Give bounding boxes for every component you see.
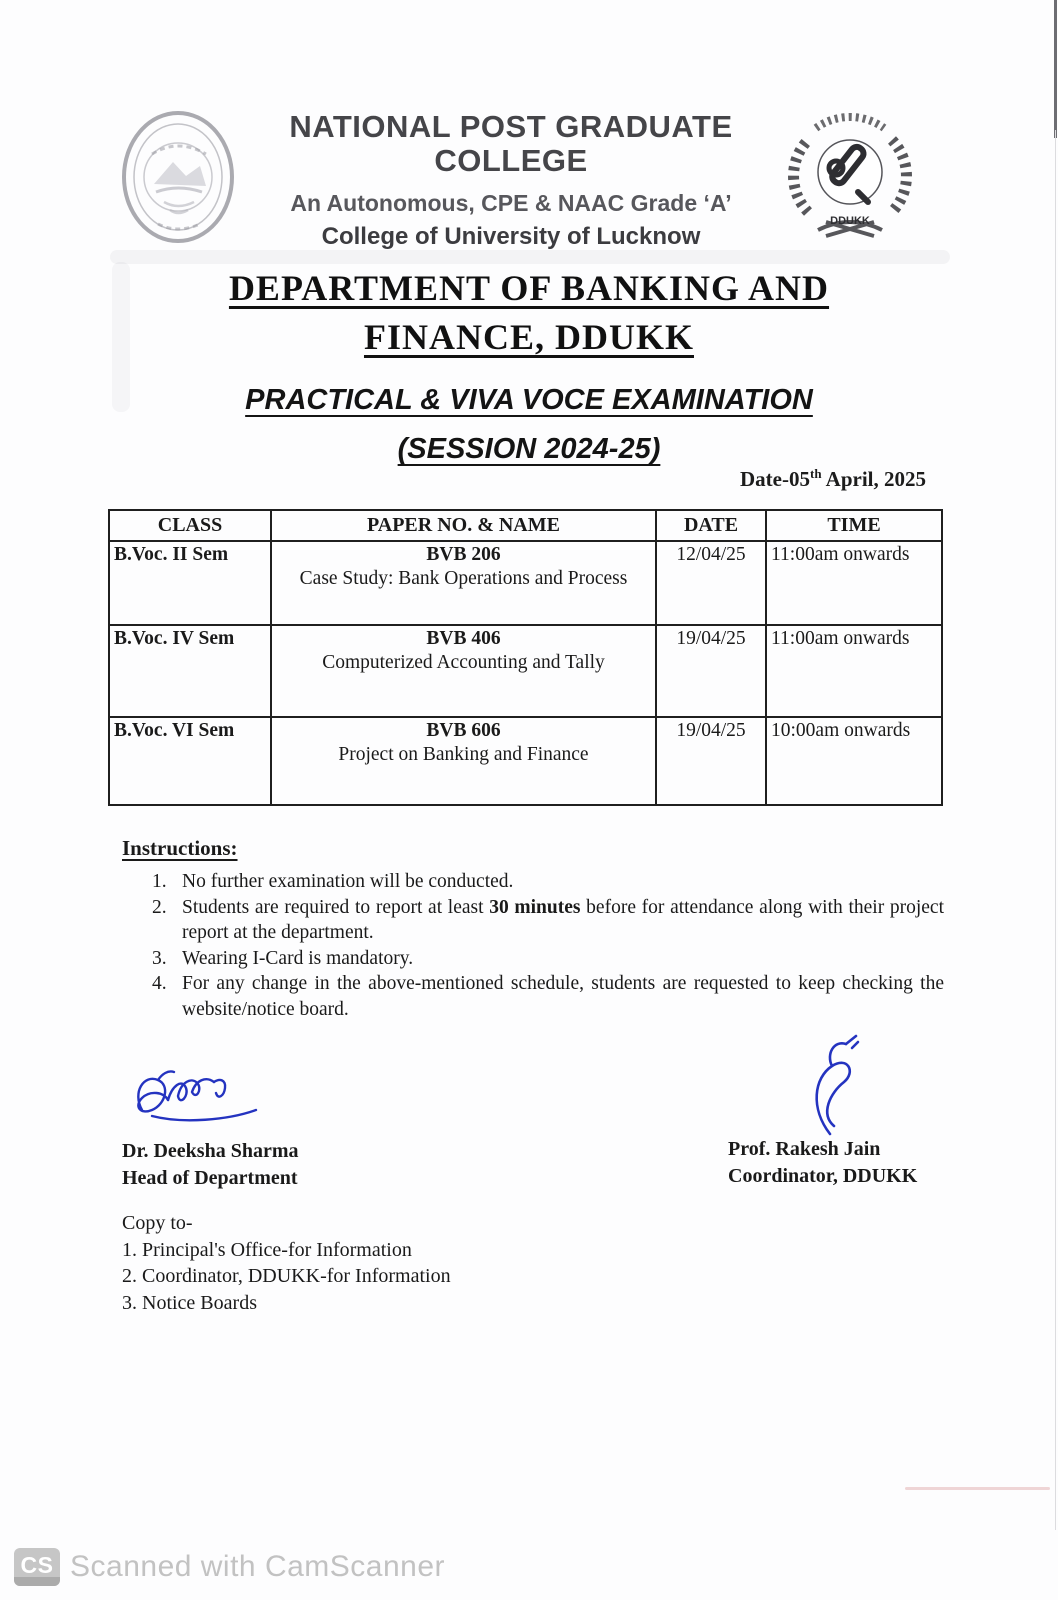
instruction-item bbox=[152, 895, 944, 946]
instruction-item bbox=[152, 946, 944, 972]
copy-to-item: 3. Notice Boards bbox=[122, 1291, 257, 1314]
time-cell: 11:00am onwards bbox=[766, 625, 942, 717]
instruction-text: Wearing I-Card is mandatory. bbox=[182, 947, 414, 969]
college-seal-icon bbox=[118, 106, 240, 248]
instruction-text-bold: 30 minutes bbox=[489, 896, 581, 918]
exam-title-line2: (SESSION 2024-25) bbox=[397, 432, 661, 465]
college-name: NATIONAL POST GRADUATE COLLEGE bbox=[289, 109, 733, 179]
signatory-name: Dr. Deeksha Sharma bbox=[122, 1140, 299, 1162]
instruction-text bbox=[182, 895, 944, 946]
camscanner-badge-icon bbox=[14, 1548, 60, 1586]
copy-to-item: 1. Principal's Office-for Information bbox=[122, 1238, 412, 1261]
paper-cell bbox=[271, 541, 656, 625]
instruction-text: No further examination will be conducted. bbox=[182, 871, 514, 892]
table-header-row bbox=[109, 510, 942, 541]
department-title-line1: DEPARTMENT OF BANKING AND bbox=[228, 268, 830, 308]
camscanner-badge-tab bbox=[14, 1577, 60, 1586]
time-cell: 10:00am onwards bbox=[766, 717, 942, 805]
coordinator-signature-ink bbox=[800, 1034, 880, 1138]
signatory-title: Coordinator, DDUKK bbox=[728, 1165, 918, 1187]
instruction-item bbox=[152, 869, 944, 895]
table-row bbox=[109, 541, 942, 625]
paper-name: Computerized Accounting and Tally bbox=[322, 652, 605, 673]
paper-number: BVB 406 bbox=[426, 628, 501, 649]
instruction-text: For any change in the above-mentioned schedule, students are requested to keep checking the website/notice board. bbox=[182, 973, 944, 1020]
column-header-class: CLASS bbox=[109, 510, 271, 541]
paper-number: BVB 606 bbox=[426, 720, 501, 741]
exam-title-line1: PRACTICAL & VIVA VOCE EXAMINATION bbox=[245, 384, 813, 417]
scan-streak bbox=[905, 1487, 1050, 1490]
paper-cell bbox=[271, 717, 656, 805]
copy-to-item: 2. Coordinator, DDUKK-for Information bbox=[122, 1265, 451, 1287]
class-cell: B.Voc. IV Sem bbox=[109, 625, 271, 717]
instruction-number: 3. bbox=[152, 947, 167, 969]
emblem-text: DDUKK bbox=[830, 215, 870, 227]
scan-edge-artifact bbox=[1054, 0, 1057, 138]
department-title-line2: FINANCE, DDUKK bbox=[363, 316, 694, 357]
column-header-time: TIME bbox=[766, 510, 942, 541]
class-cell: B.Voc. VI Sem bbox=[109, 717, 271, 805]
exam-schedule-table bbox=[108, 509, 943, 806]
signatory-name: Prof. Rakesh Jain bbox=[728, 1138, 881, 1160]
table-row bbox=[109, 625, 942, 717]
column-header-date: DATE bbox=[656, 510, 766, 541]
paper-cell bbox=[271, 625, 656, 717]
date-ordinal: th bbox=[810, 466, 822, 481]
notice-date bbox=[0, 466, 926, 492]
coordinator-signatory-block bbox=[728, 1136, 917, 1190]
instruction-number: 2. bbox=[152, 896, 167, 918]
column-header-paper: PAPER NO. & NAME bbox=[271, 510, 656, 541]
instruction-number: 4. bbox=[152, 973, 167, 994]
hod-signatory-block bbox=[122, 1138, 299, 1192]
college-subtitle-accreditation: An Autonomous, CPE & NAAC Grade ‘A’ bbox=[290, 190, 732, 217]
instructions-list bbox=[152, 869, 944, 1022]
instruction-text-part: before for attendance along with their project report at the department. bbox=[182, 896, 944, 943]
paper-name: Case Study: Bank Operations and Process bbox=[299, 568, 628, 589]
signatory-title: Head of Department bbox=[122, 1167, 298, 1189]
date-cell: 19/04/25 bbox=[656, 625, 766, 717]
copy-to-heading: Copy to- bbox=[122, 1212, 193, 1234]
date-cell: 19/04/25 bbox=[656, 717, 766, 805]
date-cell: 12/04/25 bbox=[656, 541, 766, 625]
paper-name: Project on Banking and Finance bbox=[338, 744, 589, 765]
instruction-number: 1. bbox=[152, 871, 167, 892]
college-header bbox=[228, 110, 794, 251]
ddukk-wreath-emblem-icon bbox=[788, 102, 912, 248]
class-cell: B.Voc. II Sem bbox=[109, 541, 271, 625]
notice-title-block bbox=[0, 264, 1058, 472]
hod-signature-ink bbox=[128, 1066, 288, 1140]
table-row bbox=[109, 717, 942, 805]
scan-smudge bbox=[110, 250, 950, 264]
instructions-section bbox=[122, 836, 944, 1022]
camscanner-watermark-text: Scanned with CamScanner bbox=[70, 1550, 446, 1583]
camscanner-badge-text: CS bbox=[20, 1551, 54, 1578]
date-text: April, 2025 bbox=[821, 467, 926, 491]
date-text: Date-05 bbox=[740, 467, 810, 491]
college-subtitle-affiliation: College of University of Lucknow bbox=[321, 223, 701, 251]
instruction-text-part: Students are required to report at least bbox=[182, 896, 490, 918]
time-cell: 11:00am onwards bbox=[766, 541, 942, 625]
camscanner-watermark bbox=[14, 1548, 445, 1586]
instructions-heading: Instructions: bbox=[122, 836, 238, 860]
instruction-item bbox=[152, 971, 944, 1022]
paper-number: BVB 206 bbox=[426, 544, 501, 565]
copy-to-section bbox=[122, 1210, 451, 1316]
